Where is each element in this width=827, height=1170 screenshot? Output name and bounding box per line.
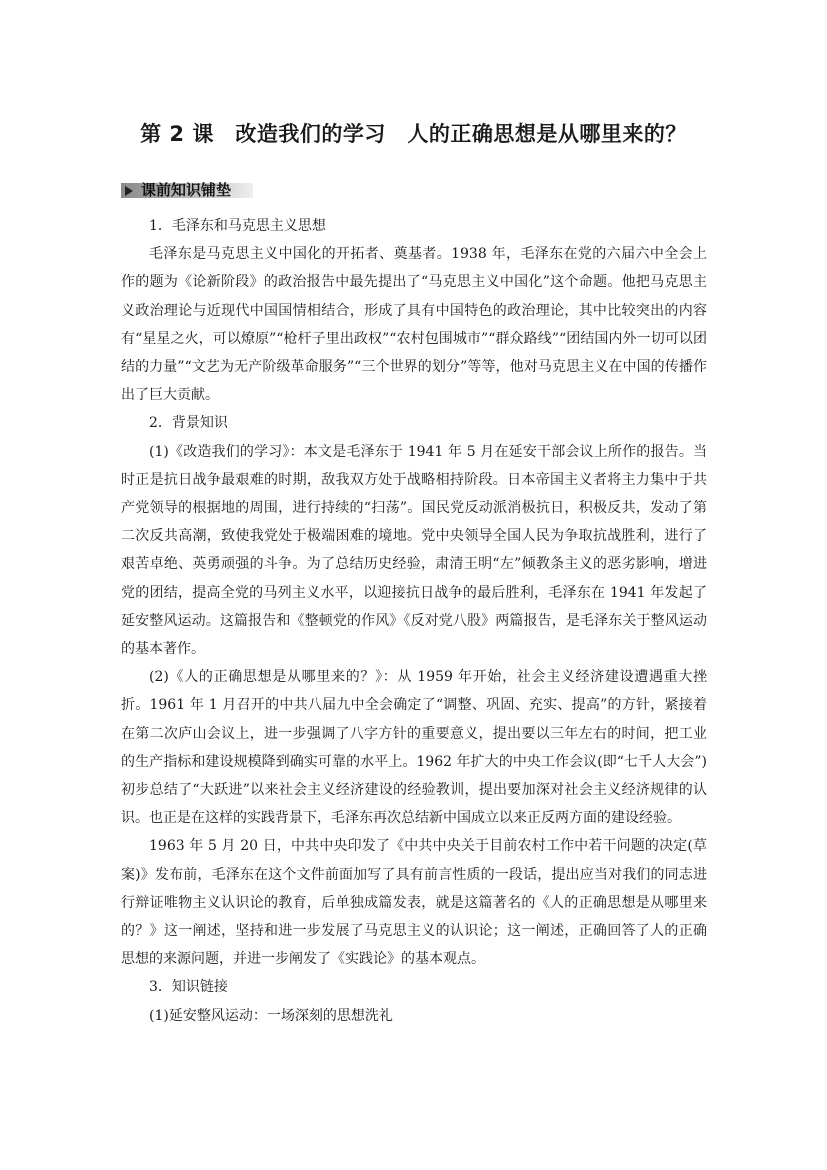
subheading-background: 2．背景知识 bbox=[149, 415, 228, 432]
document-body bbox=[121, 212, 707, 1030]
section-banner-label: 课前知识铺垫 bbox=[141, 181, 232, 199]
section-banner bbox=[121, 180, 253, 200]
subheading-knowledge-link: 3．知识链接 bbox=[149, 979, 228, 996]
triangle-marker-icon bbox=[125, 186, 133, 196]
paragraph-background-1: (1)《改造我们的学习》：本文是毛泽东于 1941 年 5 月在延安干部会议上所作的报告。当时正是抗日战争最艰难的时期，敌我双方处于战略相持阶段。日本帝国主义者将主力集中于共产党领导的根据地的周围，进行持续的“扫荡”。国民党反动派消极抗日，积极反共，发动了第二次反共高潮，致使我党处于极端困难的境地。党中央领导全国人民为争取抗战胜利，进行了艰苦卓绝、英勇顽强的斗争。为了总结历史经验，肃清王明“左”倾教条主义的恶劣影响，增进党的团结，提高全党的马列主义水平，以迎接抗日战争的最后胜利，毛泽东在 1941 年发起了延安整风运动。这篇报告和《整顿党的作风》《反对党八股》两篇报告，是毛泽东关于整风运动的基本著作。 bbox=[121, 443, 707, 658]
page-title: 第 2 课 改造我们的学习 人的正确思想是从哪里来的？ bbox=[140, 122, 687, 146]
paragraph-background-3: 1963 年 5 月 20 日，中共中央印发了《中共中央关于目前农村工作中若干问题的决定(草案)》发布前，毛泽东在这个文件前面加写了具有前言性质的一段话，提出应当对我们的同志进行辩证唯物主义认识论的教育，后单独成篇发表，就是这篇著名的《人的正确思想是从哪里来的？》这一阐述，坚持和进一步发展了马克思主义的认识论；这一阐述，正确回答了人的正确思想的来源问题，并进一步阐发了《实践论》的基本观点。 bbox=[121, 838, 707, 968]
paragraph-mao-intro: 毛泽东是马克思主义中国化的开拓者、奠基者。1938 年，毛泽东在党的六届六中全会上作的题为《论新阶段》的政治报告中最先提出了“马克思主义中国化”这个命题。他把马克思主义政治理论与近现代中国国情相结合，形成了具有中国特色的政治理论，其中比较突出的内容有“星星之火，可以燎原”“枪杆子里出政权”“农村包围城市”“群众路线”“团结国内外一切可以团结的力量”“文艺为无产阶级革命服务”“三个世界的划分”等等，他对马克思主义在中国的传播作出了巨大贡献。 bbox=[121, 246, 707, 404]
paragraph-yanan-rectification: (1)延安整风运动：一场深刻的思想洗礼 bbox=[149, 1007, 393, 1024]
subheading-mao-marxism: 1．毛泽东和马克思主义思想 bbox=[149, 218, 326, 234]
paragraph-background-2: (2)《人的正确思想是从哪里来的？》：从 1959 年开始，社会主义经济建设遭遇重大挫折。1961 年 1 月召开的中共八届九中全会确定了“调整、巩固、充实、提高”的方针，紧接着在第二次庐山会议上，进一步强调了八字方针的重要意义，提出要以三年左右的时间，把工业的生产指标和建设规模降到确实可靠的水平上。1962 年扩大的中央工作会议(即“七千人大会”)初步总结了“大跃进”以来社会主义经济建设的经验教训，提出要加深对社会主义经济规律的认识。也正是在这样的实践背景下，毛泽东再次总结新中国成立以来正反两方面的建设经验。 bbox=[121, 669, 707, 827]
